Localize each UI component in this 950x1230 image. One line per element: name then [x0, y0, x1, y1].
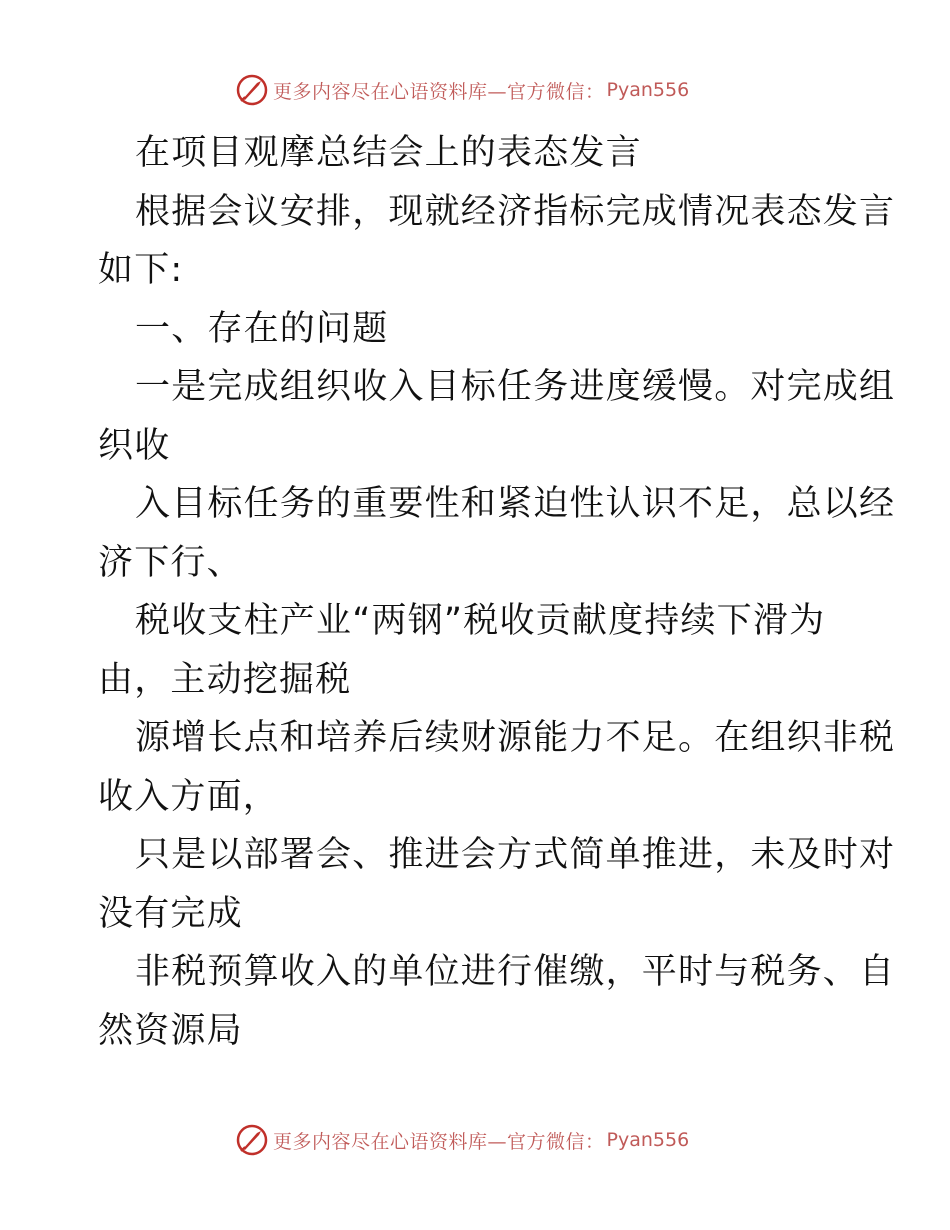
paragraph-line: 织收: [98, 425, 171, 466]
paragraph-line: 没有完成: [98, 893, 243, 934]
quill-logo-icon: [235, 1123, 269, 1157]
paragraph-line: 根据会议安排，现就经济指标完成情况表态发言: [135, 191, 896, 232]
paragraph-line: 非税预算收入的单位进行催缴，平时与税务、自: [135, 952, 896, 992]
paragraph-line: 税收支柱产业“两钢”税收贡献度持续下滑为: [135, 601, 826, 641]
document-body: [98, 124, 896, 1060]
paragraph-line: 只是以部署会、推进会方式简单推进，未及时对: [135, 835, 896, 875]
paragraph-line: 入目标任务的重要性和紧迫性认识不足，总以经: [135, 484, 896, 524]
paragraph-line: 如下:: [98, 250, 184, 290]
watermark-text: 更多内容尽在心语资料库—官方微信：: [273, 80, 605, 103]
paragraph-line: 然资源局: [98, 1010, 243, 1051]
paragraph-line: 源增长点和培养后续财源能力不足。在组织非税: [135, 718, 896, 758]
header-watermark: [235, 73, 689, 107]
watermark-text: 更多内容尽在心语资料库—官方微信：: [273, 1130, 605, 1153]
section-heading: 一、存在的问题: [135, 308, 389, 349]
paragraph-line: 济下行、: [98, 542, 243, 583]
paragraph-line: 一是完成组织收入目标任务进度缓慢。对完成组: [135, 367, 896, 407]
paragraph-line: 收入方面，: [98, 776, 280, 817]
document-title: 在项目观摩总结会上的表态发言: [135, 133, 642, 173]
watermark-wechat-id: Pyan556: [606, 79, 690, 101]
paragraph-line: 由，主动挖掘税: [98, 659, 352, 700]
watermark-wechat-id: Pyan556: [606, 1129, 690, 1151]
quill-logo-icon: [235, 73, 269, 107]
footer-watermark: [235, 1123, 689, 1157]
